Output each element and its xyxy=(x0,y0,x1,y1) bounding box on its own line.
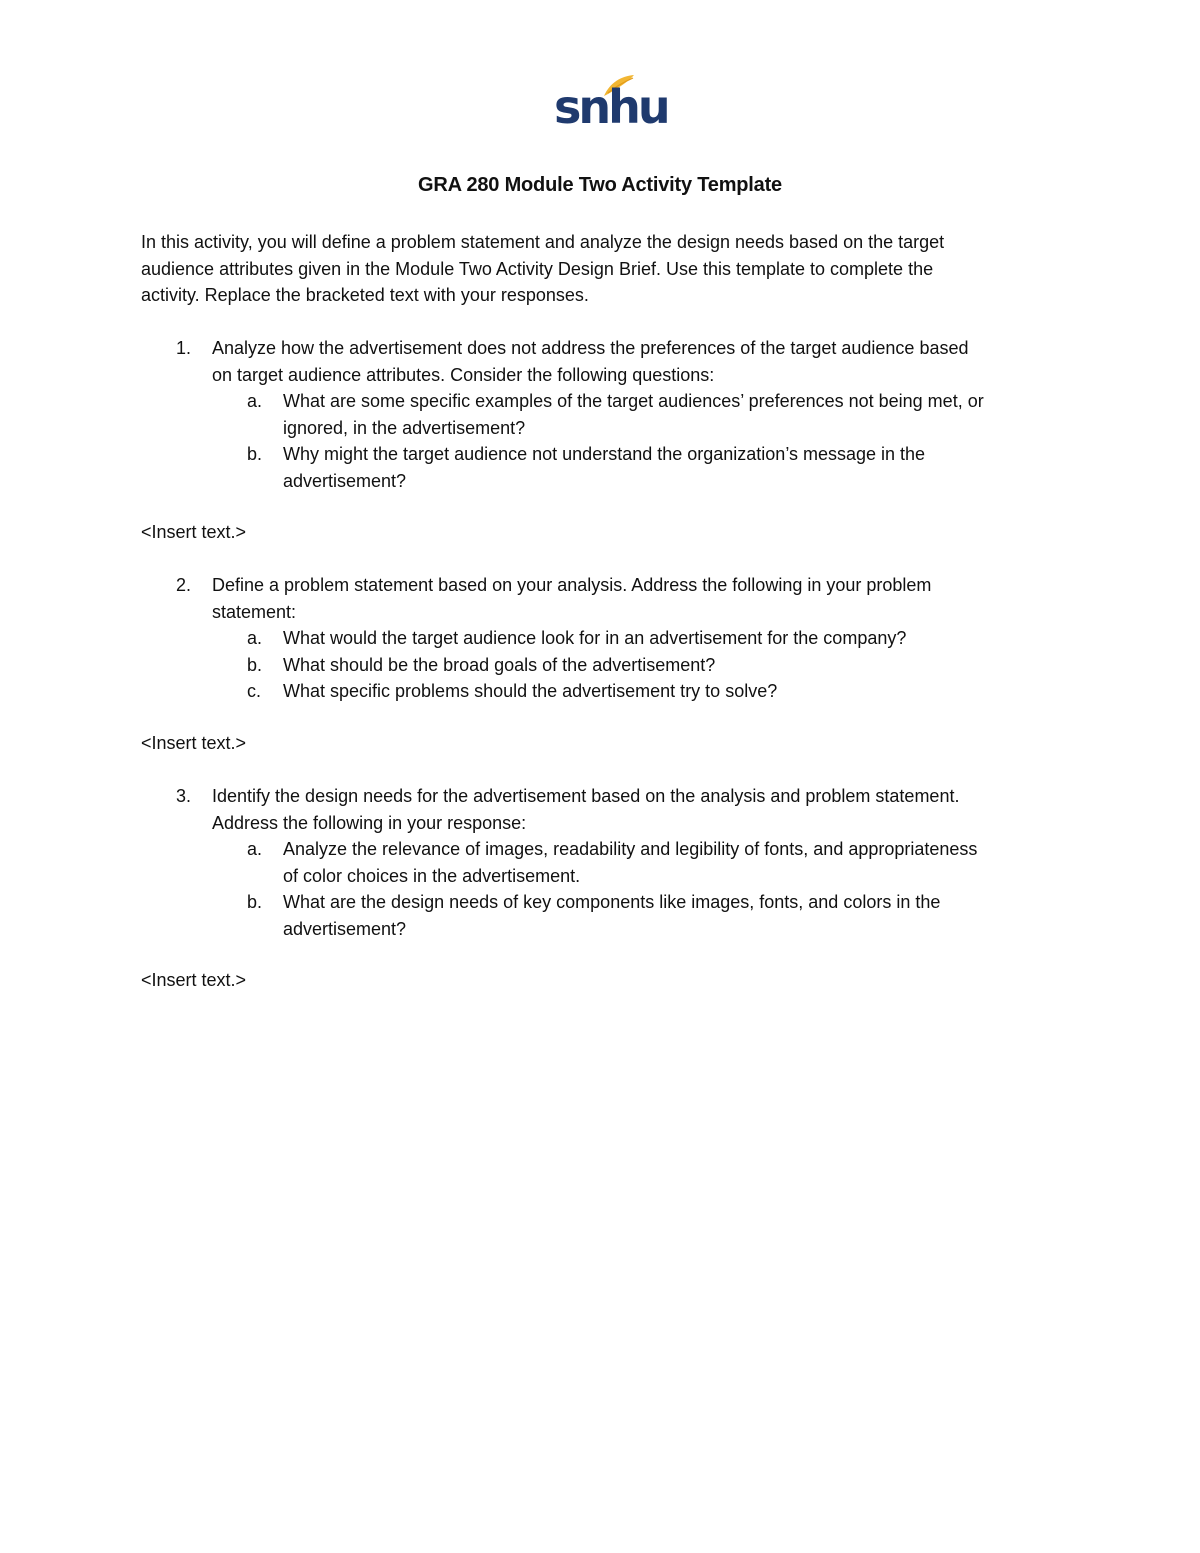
sub-item-b xyxy=(141,441,1061,494)
sub-line: ignored, in the advertisement? xyxy=(283,417,526,438)
sub-item-a xyxy=(141,625,1061,652)
snhu-logo xyxy=(554,72,668,134)
intro-line: audience attributes given in the Module Two Activity Design Brief. Use this template to complete the xyxy=(141,258,934,279)
logo-wordmark: snhu xyxy=(554,80,668,134)
sub-line: What would the target audience look for in an advertisement for the company? xyxy=(283,628,907,648)
list-item-3 xyxy=(141,783,1061,942)
item-line: Identify the design needs for the advertisement based on the analysis and problem statement. xyxy=(212,786,960,806)
sub-line: What are the design needs of key components like images, fonts, and colors in the xyxy=(283,892,941,912)
sub-line: advertisement? xyxy=(283,470,407,491)
item-line: on target audience attributes. Consider the following questions: xyxy=(212,364,715,385)
list-item-2 xyxy=(141,572,1061,705)
sub-item-c xyxy=(141,678,1061,705)
insert-text-placeholder: <Insert text.> xyxy=(141,970,247,990)
sub-letter: b. xyxy=(247,444,263,464)
page-title: GRA 280 Module Two Activity Template xyxy=(418,174,782,196)
insert-text-placeholder: <Insert text.> xyxy=(141,733,247,753)
sub-line: advertisement? xyxy=(283,918,407,939)
sub-letter: a. xyxy=(247,628,263,648)
item-line: statement: xyxy=(212,601,297,622)
sub-line: What are some specific examples of the target audiences’ preferences not being met, or xyxy=(283,391,984,411)
sub-line: Why might the target audience not understand the organization’s message in the xyxy=(283,444,926,464)
item-question xyxy=(141,335,1061,388)
sub-item-b xyxy=(141,652,1061,679)
sub-item-a xyxy=(141,388,1061,441)
item-number: 1. xyxy=(176,338,192,358)
intro-paragraph xyxy=(141,229,1041,309)
item-line: Define a problem statement based on your analysis. Address the following in your problem xyxy=(212,575,932,595)
item-line: Analyze how the advertisement does not address the preferences of the target audience based xyxy=(212,338,969,358)
sub-letter: a. xyxy=(247,391,263,411)
sub-letter: c. xyxy=(247,681,262,701)
sub-item-b xyxy=(141,889,1061,942)
sub-line: What should be the broad goals of the advertisement? xyxy=(283,654,716,675)
item-question xyxy=(141,572,1061,625)
sub-line: What specific problems should the advertisement try to solve? xyxy=(283,681,778,701)
intro-line: In this activity, you will define a problem statement and analyze the design needs based on the target xyxy=(141,232,945,252)
sub-letter: b. xyxy=(247,892,263,912)
item-question xyxy=(141,783,1061,836)
sub-letter: b. xyxy=(247,654,263,675)
item-line: Address the following in your response: xyxy=(212,812,527,833)
sub-letter: a. xyxy=(247,839,263,859)
intro-line: activity. Replace the bracketed text with your responses. xyxy=(141,285,589,305)
sub-item-a xyxy=(141,836,1061,889)
sub-line: of color choices in the advertisement. xyxy=(283,865,581,886)
list-item-1 xyxy=(141,335,1061,494)
item-number: 3. xyxy=(176,786,192,806)
item-number: 2. xyxy=(176,575,192,595)
sub-line: Analyze the relevance of images, readability and legibility of fonts, and appropriateness xyxy=(283,839,978,859)
insert-text-placeholder: <Insert text.> xyxy=(141,522,247,542)
